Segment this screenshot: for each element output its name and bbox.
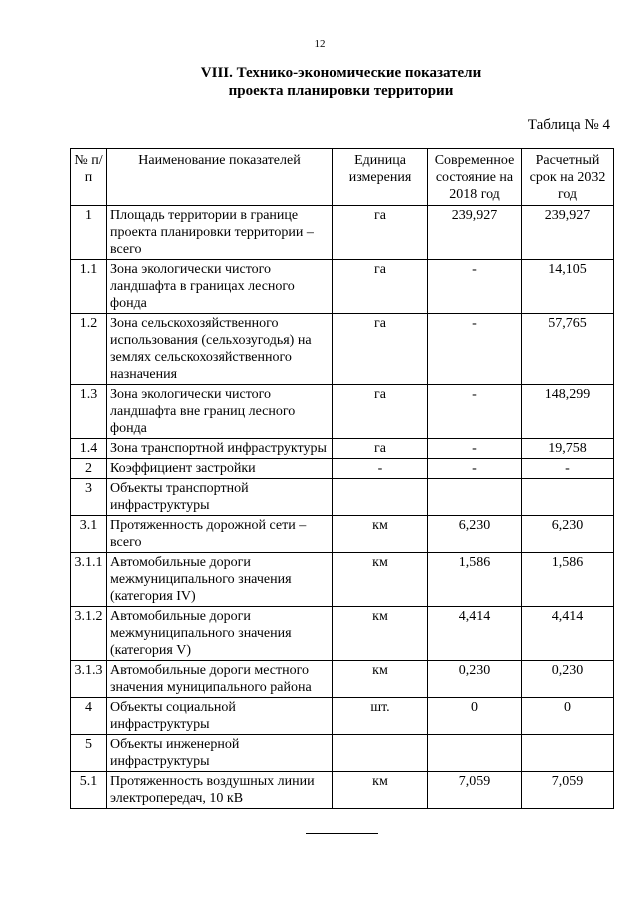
row-number: 3.1 [71, 516, 107, 553]
section-title-line-1: VIII. Технико-экономические показатели [200, 65, 482, 81]
row-number: 2 [71, 459, 107, 479]
table-row [71, 661, 614, 698]
table-row [71, 698, 614, 735]
indicator-name: Коэффициент застройки [107, 459, 333, 479]
value-2018: 0,230 [428, 661, 522, 698]
unit-of-measure: км [333, 661, 428, 698]
table-row [71, 553, 614, 607]
table-row [71, 479, 614, 516]
footnote-divider [306, 833, 378, 834]
value-2018: 6,230 [428, 516, 522, 553]
value-2018 [428, 479, 522, 516]
header-num: № п/п [71, 149, 107, 206]
indicators-table [70, 148, 614, 809]
row-number: 5.1 [71, 772, 107, 809]
value-2018: - [428, 314, 522, 385]
value-2018: 4,414 [428, 607, 522, 661]
table-row [71, 735, 614, 772]
indicator-name: Протяженность воздушных линии электропередач, 10 кВ [107, 772, 333, 809]
value-2032: 0 [522, 698, 614, 735]
row-number: 1.1 [71, 260, 107, 314]
indicator-name: Объекты социальной инфраструктуры [107, 698, 333, 735]
indicator-name: Зона сельскохозяйственного использования (сельхозугодья) на землях сельскохозяйственного назначения [107, 314, 333, 385]
unit-of-measure: га [333, 385, 428, 439]
table-body [71, 206, 614, 809]
value-2032: 19,758 [522, 439, 614, 459]
table-row [71, 385, 614, 439]
value-2032: 6,230 [522, 516, 614, 553]
value-2018: - [428, 260, 522, 314]
table-row [71, 607, 614, 661]
unit-of-measure: шт. [333, 698, 428, 735]
value-2032: 239,927 [522, 206, 614, 260]
header-row [71, 149, 614, 206]
indicator-name: Зона экологически чистого ландшафта вне границ лесного фонда [107, 385, 333, 439]
indicator-name: Площадь территории в границе проекта планировки территории – всего [107, 206, 333, 260]
section-title [70, 64, 612, 100]
value-2032: 57,765 [522, 314, 614, 385]
row-number: 1 [71, 206, 107, 260]
row-number: 4 [71, 698, 107, 735]
value-2032 [522, 479, 614, 516]
indicator-name: Зона транспортной инфраструктуры [107, 439, 333, 459]
table-row [71, 206, 614, 260]
row-number: 1.4 [71, 439, 107, 459]
table-row [71, 772, 614, 809]
unit-of-measure [333, 735, 428, 772]
unit-of-measure: км [333, 607, 428, 661]
value-2032: 7,059 [522, 772, 614, 809]
indicator-name: Автомобильные дороги межмуниципального значения (категория IV) [107, 553, 333, 607]
value-2018: 0 [428, 698, 522, 735]
table-row [71, 439, 614, 459]
value-2032: - [522, 459, 614, 479]
table-caption: Таблица № 4 [527, 117, 610, 133]
value-2018: 7,059 [428, 772, 522, 809]
value-2018: 1,586 [428, 553, 522, 607]
value-2032: 4,414 [522, 607, 614, 661]
table-row [71, 459, 614, 479]
row-number: 1.2 [71, 314, 107, 385]
unit-of-measure: га [333, 206, 428, 260]
value-2018: - [428, 459, 522, 479]
table-row [71, 314, 614, 385]
value-2018: - [428, 385, 522, 439]
row-number: 1.3 [71, 385, 107, 439]
unit-of-measure: км [333, 772, 428, 809]
value-2032: 0,230 [522, 661, 614, 698]
unit-of-measure: км [333, 553, 428, 607]
indicator-name: Объекты транспортной инфраструктуры [107, 479, 333, 516]
header-name: Наименование показателей [107, 149, 333, 206]
table-row [71, 516, 614, 553]
value-2032: 14,105 [522, 260, 614, 314]
section-title-line-2: проекта планировки территории [228, 83, 454, 99]
indicator-name: Автомобильные дороги местного значения муниципального района [107, 661, 333, 698]
unit-of-measure: га [333, 439, 428, 459]
indicator-name: Протяженность дорожной сети – всего [107, 516, 333, 553]
table-row [71, 260, 614, 314]
unit-of-measure: км [333, 516, 428, 553]
unit-of-measure: га [333, 260, 428, 314]
table-header [71, 149, 614, 206]
value-2032: 1,586 [522, 553, 614, 607]
unit-of-measure: - [333, 459, 428, 479]
header-planned: Расчетный срок на 2032 год [522, 149, 614, 206]
row-number: 3 [71, 479, 107, 516]
value-2018 [428, 735, 522, 772]
row-number: 3.1.3 [71, 661, 107, 698]
indicator-name: Объекты инженерной инфраструктуры [107, 735, 333, 772]
unit-of-measure: га [333, 314, 428, 385]
header-unit: Единица измерения [333, 149, 428, 206]
value-2018: 239,927 [428, 206, 522, 260]
row-number: 5 [71, 735, 107, 772]
page-number: 12 [314, 38, 326, 50]
unit-of-measure [333, 479, 428, 516]
header-current: Современное состояние на 2018 год [428, 149, 522, 206]
row-number: 3.1.2 [71, 607, 107, 661]
row-number: 3.1.1 [71, 553, 107, 607]
value-2032: 148,299 [522, 385, 614, 439]
value-2032 [522, 735, 614, 772]
value-2018: - [428, 439, 522, 459]
indicator-name: Зона экологически чистого ландшафта в границах лесного фонда [107, 260, 333, 314]
indicator-name: Автомобильные дороги межмуниципального значения (категория V) [107, 607, 333, 661]
